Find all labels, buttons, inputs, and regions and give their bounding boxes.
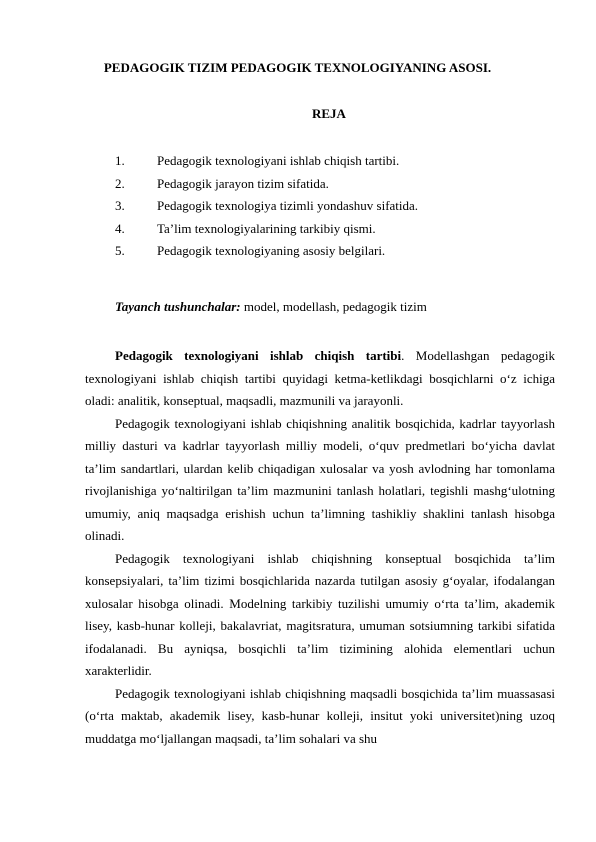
paragraph-lead: Pedagogik texnologiyani ishlab chiqish tartibi (115, 348, 402, 363)
plan-item-text: Pedagogik texnologiyaning asosiy belgilari. (157, 243, 386, 258)
plan-item (115, 218, 418, 241)
plan-item-number: 1. (115, 153, 125, 168)
plan-item-number: 4. (115, 220, 125, 236)
keywords-line (115, 299, 427, 315)
keywords-label: Tayanch tushunchalar: (115, 299, 241, 314)
body-paragraph (85, 548, 555, 683)
plan-item-text: Pedagogik texnologiya tizimli yondashuv sifatida. (157, 198, 419, 213)
document-body (85, 345, 555, 750)
plan-item-text: Pedagogik jarayon tizim sifatida. (157, 175, 329, 191)
paragraph-text: Pedagogik texnologiyani ishlab chiqishning analitik bosqichida, kadrlar tayyorlash milliy dasturi va kadrlar tayyorlash milliy modeli, o‘quv predmetlari bo‘yicha davlat ta’lim sandartlari, ulardan kelib chiqadigan xulosalar va yosh avlodning har tomonlama rivojlanishiga yo‘naltirilgan ta’lim mazmunini tanlash holatlari, tegishli mashg‘ulotning umumiy, aniq maqsadga erishish uchun ta’limning tashikliy shaklini tanlash hisobga olinadi. (85, 415, 555, 543)
plan-item-text: Ta’lim texnologiyalarining tarkibiy qismi. (157, 220, 376, 236)
document-title: PEDAGOGIK TIZIM PEDAGOGIK TEXNOLOGIYANING ASOSI. (103, 60, 492, 75)
plan-item (115, 150, 418, 173)
plan-item-number: 5. (115, 243, 125, 258)
plan-heading: REJA (312, 106, 346, 121)
body-paragraph (85, 413, 555, 548)
paragraph-text: Pedagogik texnologiyani ishlab chiqishning maqsadli bosqichida ta’lim muassasasi (o‘rta maktab, akademik lisey, kasb-hunar kolleji, insitut yoki universitet)ning uzoq muddatga mo‘ljallangan maqsadi, ta’lim sohalari va shu (85, 685, 555, 746)
plan-item (115, 195, 418, 218)
plan-item (115, 173, 418, 196)
plan-item (115, 240, 418, 263)
plan-item-number: 3. (115, 198, 125, 213)
body-paragraph (85, 683, 555, 751)
body-paragraph (85, 345, 555, 413)
plan-item-text: Pedagogik texnologiyani ishlab chiqish tartibi. (157, 153, 400, 168)
keywords-text: model, modellash, pedagogik tizim (240, 299, 427, 314)
paragraph-text: . Modellashgan pedagogik texnologiyani ishlab chiqish tartibi quyidagi ketma-ketlikdagi bosqichlarni o‘z ichiga oladi: analitik, konseptual, maqsadli, mazmunili va jarayonli. (85, 348, 555, 408)
plan-list (115, 150, 418, 263)
paragraph-text: Pedagogik texnologiyani ishlab chiqishning konseptual bosqichida ta’lim konsepsiyalari, ta’lim tizimi bosqichlarida nazarda tutilgan asosiy g‘oyalar, ifodalangan xulosalar hisobga olinadi. Modelning tarkibiy tuzilishi umumiy o‘rta ta’lim, akademik lisey, kasb-hunar kolleji, bakalavriat, magitsratura, umuman sotsiumning tarkibi sifatida ifodalanadi. Bu ayniqsa, bosqichli ta’lim tizimining alohida elementlari uchun xarakterlidir. (85, 550, 555, 678)
plan-item-number: 2. (115, 175, 125, 191)
